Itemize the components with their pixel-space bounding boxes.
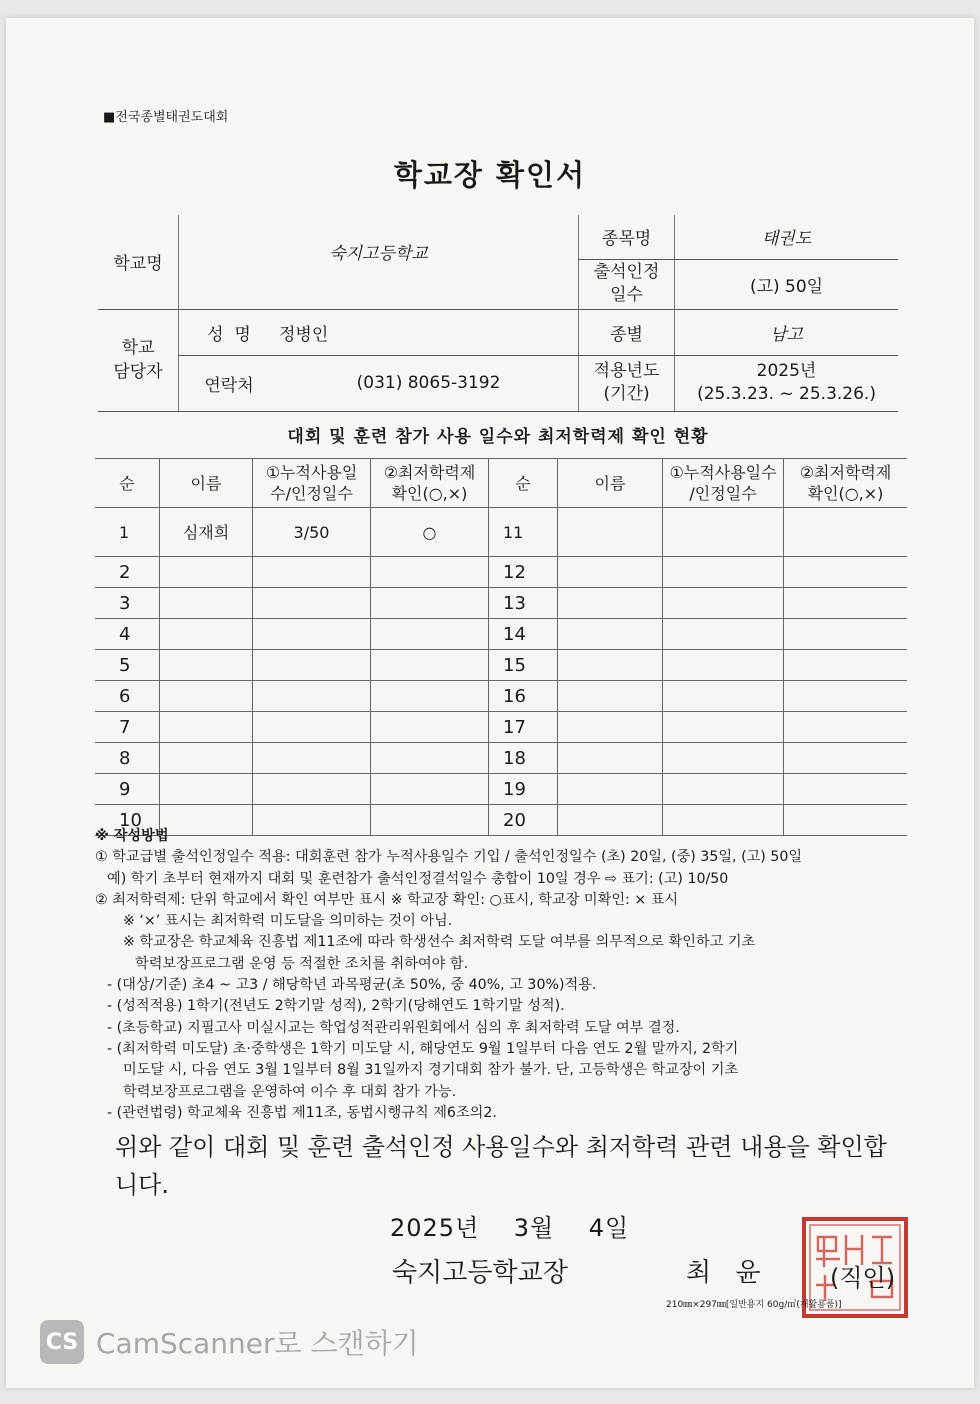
roster-name-right: [558, 619, 663, 650]
roster-no: 3: [95, 588, 160, 619]
signature-date: 2025년 3월 4일: [390, 1214, 630, 1242]
roster-days-right: [663, 681, 784, 712]
instruction-line: ※ 학교장은 학교체육 진흥법 제11조에 따라 학생선수 최저학력 도달 여부를 의무적으로 확인하고 기초: [123, 934, 756, 951]
principal-name: 최 윤: [686, 1258, 769, 1288]
roster-min-grade: [371, 557, 489, 588]
roster-no: 1: [95, 508, 160, 557]
roster-days: [253, 743, 371, 774]
camscanner-watermark: [40, 1320, 419, 1364]
col-name-right: 이름: [558, 459, 663, 508]
roster-name: [160, 588, 253, 619]
roster-min-grade: [371, 774, 489, 805]
roster-no: 2: [95, 557, 160, 588]
roster-name-right: [558, 650, 663, 681]
col-no: 순: [95, 459, 160, 508]
roster-min-grade: [371, 588, 489, 619]
roster-days: [253, 774, 371, 805]
year-value: 2025년 (25.3.23. ~ 25.3.26.): [675, 355, 898, 411]
instruction-line: - (관련법령) 학교체육 진흥법 제11조, 동법시행규칙 제6조의2.: [107, 1104, 497, 1121]
manager-name-value: 정병인: [279, 309, 579, 355]
roster-days: [253, 557, 371, 588]
roster-no: 10: [95, 805, 160, 836]
roster-min-grade: [371, 650, 489, 681]
roster-days: [253, 650, 371, 681]
attendance-label: 출석인정 일수: [579, 259, 675, 309]
event-value: 태권도: [675, 215, 898, 259]
document-title: 학교장 확인서: [393, 158, 587, 192]
roster-no-right: 11: [489, 508, 558, 557]
col-days: ①누적사용일 수/인정일수: [253, 459, 371, 508]
roster-min-grade-right: [784, 619, 908, 650]
roster-min-grade-right: [784, 508, 908, 557]
roster-row: [95, 508, 907, 557]
roster-min-grade-right: [784, 712, 908, 743]
roster-no-right: 16: [489, 681, 558, 712]
roster-name-right: [558, 681, 663, 712]
status-section-title: 대회 및 훈련 참가 사용 일수와 최저학력제 확인 현황: [287, 427, 709, 447]
seal-label: (직인): [830, 1264, 896, 1292]
roster-name-right: [558, 588, 663, 619]
roster-days: [253, 588, 371, 619]
roster-no: 7: [95, 712, 160, 743]
roster-body: [95, 508, 907, 836]
competition-tag: ■전국종별태권도대회: [103, 110, 229, 125]
roster-header-row: [95, 459, 907, 508]
writing-instructions: [95, 826, 910, 1124]
instruction-line: - (최저학력 미도달) 초·중학생은 1학기 미도달 시, 해당연도 9월 1일부터 다음 연도 2월 말까지, 2학기: [107, 1040, 739, 1057]
roster-days-right: [663, 557, 784, 588]
roster-min-grade-right: [784, 650, 908, 681]
roster-min-grade: [371, 681, 489, 712]
roster-name: [160, 681, 253, 712]
roster-days-right: [663, 743, 784, 774]
roster-days-right: [663, 774, 784, 805]
roster-no: 4: [95, 619, 160, 650]
contact-label: 연락처: [179, 355, 280, 411]
roster-min-grade-right: [784, 774, 908, 805]
manager-label: 학교 담당자: [98, 309, 179, 411]
roster-days-right: [663, 588, 784, 619]
paper-spec: 210㎜×297㎜[일반용지 60g/㎡(재활용품)]: [666, 1300, 842, 1310]
roster-no-right: 20: [489, 805, 558, 836]
roster-no-right: 12: [489, 557, 558, 588]
roster-name-right: [558, 774, 663, 805]
confirmation-statement: 위와 같이 대회 및 훈련 출석인정 사용일수와 최저학력 관련 내용을 확인합니다.: [115, 1133, 887, 1199]
roster-no: 6: [95, 681, 160, 712]
roster-days: [253, 681, 371, 712]
col-days-right: ①누적사용일수 /인정일수: [663, 459, 784, 508]
instruction-line: 예) 학기 초부터 현재까지 대회 및 훈련참가 출석인정결석일수 총합이 10일 경우 ⇨ 표기: (고) 10/50: [107, 870, 729, 887]
roster-no: 9: [95, 774, 160, 805]
roster-no-right: 18: [489, 743, 558, 774]
roster-min-grade: [371, 619, 489, 650]
school-info-table: [98, 215, 898, 412]
roster-name-right: [558, 557, 663, 588]
watermark-text: CamScanner로 스캔하기: [96, 1327, 419, 1360]
roster-row: [95, 557, 907, 588]
roster-days-right: [663, 508, 784, 557]
roster-min-grade-right: [784, 588, 908, 619]
event-label: 종목명: [579, 215, 675, 259]
roster-no: 5: [95, 650, 160, 681]
instruction-line: ② 최저학력제: 단위 학교에서 확인 여부만 표시 ※ 학교장 확인: ○표시, 학교장 미확인: × 표시: [95, 891, 679, 908]
category-label: 종별: [579, 309, 675, 355]
roster-days: [253, 619, 371, 650]
col-min-grade: ②최저학력제 확인(○,×): [371, 459, 489, 508]
roster-no-right: 19: [489, 774, 558, 805]
roster-name: [160, 774, 253, 805]
roster-no-right: 15: [489, 650, 558, 681]
col-no-right: 순: [489, 459, 558, 508]
roster-name: [160, 712, 253, 743]
roster-row: [95, 743, 907, 774]
roster-days-right: [663, 619, 784, 650]
roster-min-grade-right: [784, 681, 908, 712]
instruction-line: - (초등학교) 지필고사 미실시교는 학업성적관리위원회에서 심의 후 최저학력 도달 여부 결정.: [107, 1019, 680, 1036]
roster-days: [253, 712, 371, 743]
roster-days-right: [663, 712, 784, 743]
manager-name-label: 성 명: [179, 309, 280, 355]
instruction-line: 학력보장프로그램 운영 등 적절한 조치를 취하여야 함.: [135, 955, 469, 972]
roster-no: 8: [95, 743, 160, 774]
category-value: 남고: [675, 309, 898, 355]
roster-min-grade: ○: [371, 508, 489, 557]
roster-row: [95, 712, 907, 743]
roster-days-right: [663, 650, 784, 681]
roster-min-grade: [371, 712, 489, 743]
roster-name-right: [558, 508, 663, 557]
instruction-line: ※ 작성방법: [95, 828, 169, 844]
instruction-line: 미도달 시, 다음 연도 3월 1일부터 8월 31일까지 경기대회 참가 불가. 단, 고등학생은 학교장이 기초: [123, 1062, 739, 1079]
roster-min-grade-right: [784, 743, 908, 774]
roster-name: [160, 743, 253, 774]
roster-row: [95, 619, 907, 650]
signer-title: 숙지고등학교장: [392, 1258, 568, 1288]
roster-min-grade-right: [784, 557, 908, 588]
instruction-line: 학력보장프로그램을 운영하여 이수 후 대회 참가 가능.: [123, 1083, 457, 1100]
school-name-label: 학교명: [98, 215, 179, 309]
year-label: 적용년도 (기간): [579, 355, 675, 411]
roster-name: [160, 650, 253, 681]
roster-name: [160, 557, 253, 588]
roster-no-right: 13: [489, 588, 558, 619]
roster-name-right: [558, 743, 663, 774]
contact-value: (031) 8065-3192: [279, 355, 579, 411]
instruction-line: - (성적적용) 1학기(전년도 2학기말 성적), 2학기(당해연도 1학기말 성적).: [107, 998, 565, 1015]
roster-row: [95, 774, 907, 805]
camscanner-logo-icon: CS: [40, 1320, 84, 1364]
roster-row: [95, 588, 907, 619]
roster-row: [95, 650, 907, 681]
roster-min-grade: [371, 743, 489, 774]
instruction-line: - (대상/기준) 초4 ~ 고3 / 해당학년 과목평균(초 50%, 중 40%, 고 30%)적용.: [107, 977, 597, 994]
school-name-value: 숙지고등학교: [179, 215, 579, 309]
roster-no-right: 14: [489, 619, 558, 650]
roster-days: 3/50: [253, 508, 371, 557]
roster-name-right: [558, 712, 663, 743]
roster-no-right: 17: [489, 712, 558, 743]
instruction-line: ※ ‘×’ 표시는 최저학력 미도달을 의미하는 것이 아님.: [123, 913, 453, 930]
attendance-value: (고) 50일: [675, 259, 898, 309]
roster-name: [160, 619, 253, 650]
athlete-roster-table: [95, 458, 907, 836]
col-min-grade-right: ②최저학력제 확인(○,×): [784, 459, 908, 508]
roster-name: 심재희: [160, 508, 253, 557]
col-name: 이름: [160, 459, 253, 508]
roster-row: [95, 681, 907, 712]
instruction-line: ① 학교급별 출석인정일수 적용: 대회훈련 참가 누적사용일수 기입 / 출석인정일수 (초) 20일, (중) 35일, (고) 50일: [95, 849, 803, 866]
